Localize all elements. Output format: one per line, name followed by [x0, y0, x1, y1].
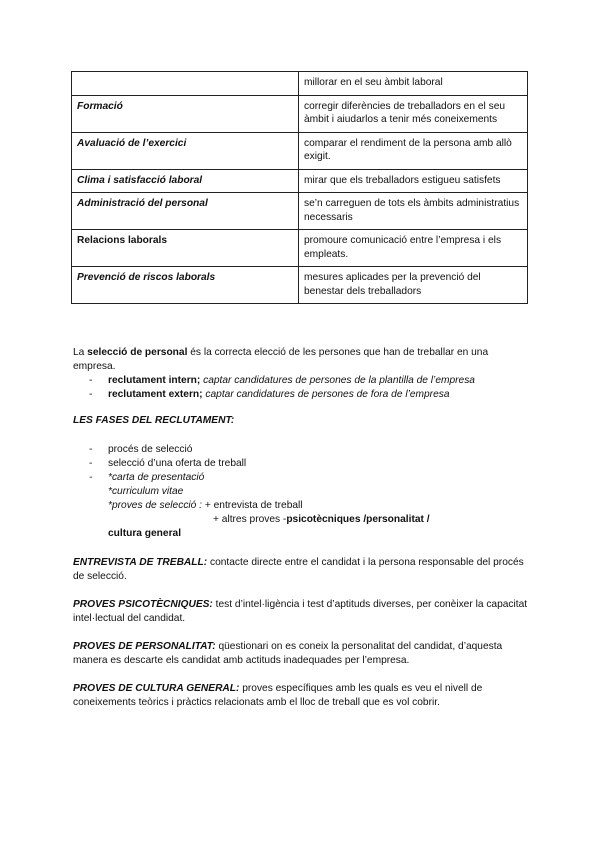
description-cell: millorar en el seu àmbit laboral: [299, 72, 528, 96]
definition-text: contacte directe entre el candidat i la persona responsable del procés de selecció.: [73, 557, 524, 582]
definition-personalitat: [73, 640, 528, 668]
definition-cultura: [73, 682, 528, 710]
definition-term: ENTREVISTA DE TREBALL:: [73, 557, 208, 568]
description-cell: mesures aplicades per la prevenció del benestar dels treballadors: [299, 267, 528, 304]
seleccio-term: selecció de personal: [87, 347, 188, 358]
definition-text: qüestionari on es coneix la personalitat del candidat, d’aquesta manera es descarte els candidat amb actituds inadequades per l’empresa.: [73, 641, 503, 666]
definition-text: proves específiques amb les quals es veu el nivell de coneixements teòrics i pràctics relacionats amb el lloc de treball que es vol cobrir.: [73, 683, 483, 708]
list-desc: captar candidatures de persones de fora de l’empresa: [205, 389, 450, 400]
area-cell: Administració del personal: [72, 193, 299, 230]
list-item: [73, 374, 528, 388]
proves-first: + entrevista de treball: [204, 500, 303, 511]
definition-term: PROVES PSICOTÈCNIQUES:: [73, 599, 213, 610]
table-row: [72, 132, 528, 169]
description-cell: corregir diferències de treballadors en el seu àmbit i aiudarlos a tenir més coneixements: [299, 95, 528, 132]
cv-line: *curriculum vitae: [108, 486, 184, 497]
hr-areas-table: [71, 71, 528, 304]
table-row: [72, 267, 528, 304]
cultura-line: cultura general: [108, 528, 182, 539]
list-item: - *carta de presentació: [73, 471, 528, 485]
area-cell: Clima i satisfacció laboral: [72, 169, 299, 193]
definition-entrevista: [73, 556, 528, 584]
description-cell: mirar que els treballadors estigueu satisfets: [299, 169, 528, 193]
table-row: [72, 193, 528, 230]
fases-heading: LES FASES DEL RECLUTAMENT:: [73, 415, 235, 426]
table-row: [72, 169, 528, 193]
seleccio-paragraph: [73, 346, 528, 374]
altres-line: [73, 513, 528, 527]
area-cell: Formació: [72, 95, 299, 132]
reclutament-list: [73, 374, 528, 402]
list-term: reclutament intern;: [108, 375, 201, 386]
text-run: La: [73, 347, 88, 358]
list-item: - selecció d’una oferta de treball: [73, 457, 528, 471]
fases-list: [73, 443, 528, 485]
description-cell: se’n carreguen de tots els àmbits administratius necessaris: [299, 193, 528, 230]
definition-term: PROVES DE CULTURA GENERAL:: [73, 683, 240, 694]
table-row: [72, 95, 528, 132]
description-cell: comparar el rendiment de la persona amb allò exigit.: [299, 132, 528, 169]
list-term: reclutament extern;: [108, 389, 203, 400]
definition-term: PROVES DE PERSONALITAT:: [73, 641, 216, 652]
proves-line: [73, 499, 528, 513]
list-item: - procés de selecció: [73, 443, 528, 457]
area-cell: [72, 72, 299, 96]
altres-text: + altres proves -: [213, 514, 287, 525]
area-cell: Avaluació de l’exercici: [72, 132, 299, 169]
document-body: [73, 346, 528, 710]
definition-text: test d’intel·ligència i test d’aptituds diverses, per conèixer la capacitat intel·lectual del candidat.: [73, 599, 528, 624]
area-cell: Prevenció de riscos laborals: [72, 267, 299, 304]
area-cell: Relacions laborals: [72, 230, 299, 267]
text-run: és la correcta elecció de les persones que han de treballar en una empresa.: [73, 347, 489, 372]
proves-label: *proves de selecció :: [108, 500, 203, 511]
altres-bold: psicotècniques /personalitat /: [286, 514, 430, 525]
definition-psicotecniques: [73, 598, 528, 626]
description-cell: promoure comunicació entre l’empresa i els empleats.: [299, 230, 528, 267]
table-row: [72, 230, 528, 267]
list-item: [73, 388, 528, 402]
list-desc: captar candidatures de persones de la plantilla de l’empresa: [203, 375, 475, 386]
table-row: [72, 72, 528, 96]
